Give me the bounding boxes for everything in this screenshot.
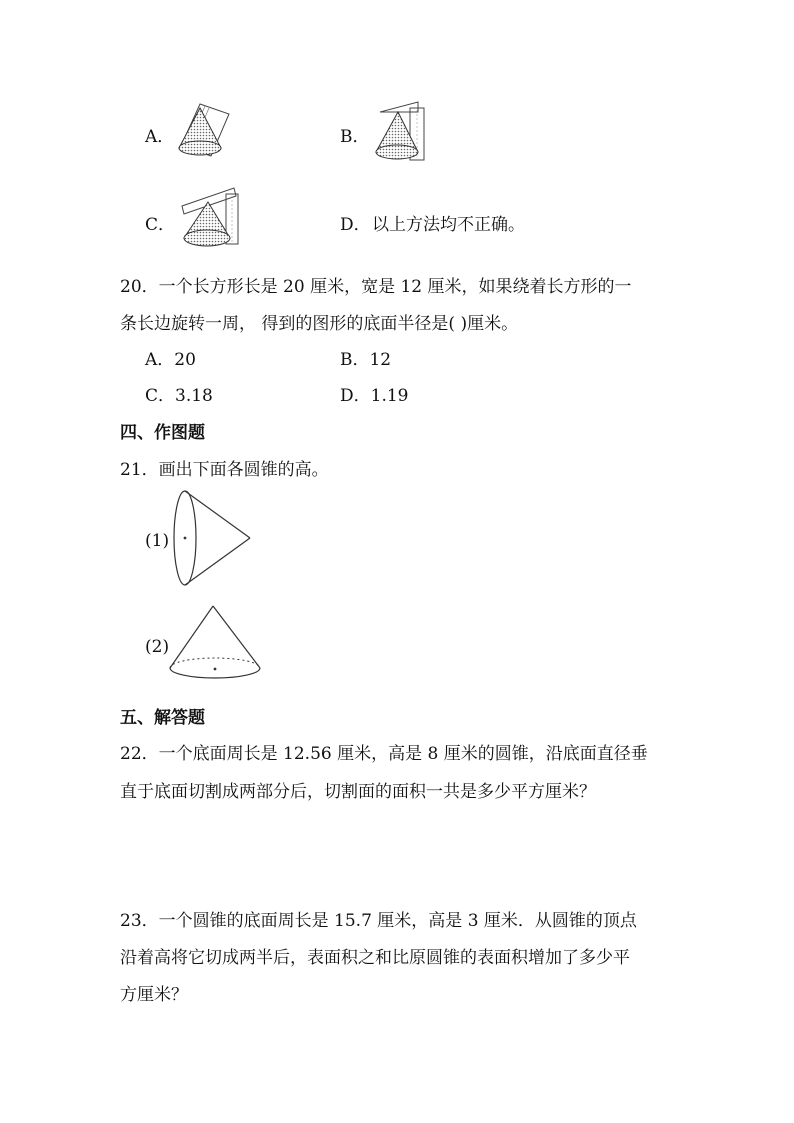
- cone-figure-2: [165, 603, 265, 683]
- cone-2-label: (2): [145, 637, 170, 657]
- q23-line3: 方厘米？: [120, 985, 188, 1005]
- option-b-label: B．: [340, 127, 370, 147]
- cone-ruler-figure-b: [370, 100, 432, 162]
- q21-text: 21．画出下面各圆锥的高。: [120, 460, 329, 480]
- section-title-solve: 五、解答题: [120, 708, 205, 728]
- q20-line2: 条长边旋转一周， 得到的图形的底面半径是( )厘米。: [120, 314, 519, 334]
- q23-line1: 23．一个圆锥的底面周长是 15.7 厘米，高是 3 厘米．从圆锥的顶点: [120, 911, 637, 931]
- q22-line2: 直于底面切割成两部分后，切割面的面积一共是多少平方厘米？: [120, 782, 596, 802]
- option-c-label: C．: [145, 215, 176, 235]
- cone-1-label: (1): [145, 531, 170, 551]
- q20-option-c: C．3.18: [145, 386, 213, 406]
- q23-line2: 沿着高将它切成两半后，表面积之和比原圆锥的表面积增加了多少平: [120, 948, 630, 968]
- option-d-label: D．: [340, 215, 371, 235]
- option-a-label: A．: [145, 127, 175, 147]
- cone-ruler-figure-c: [178, 180, 244, 250]
- cone-figure-1: [170, 488, 254, 588]
- q20-line1: 20．一个长方形长是 20 厘米，宽是 12 厘米，如果绕着长方形的一: [120, 277, 632, 297]
- cone-ruler-figure-a: [175, 98, 235, 160]
- q20-option-d: D．1.19: [340, 386, 409, 406]
- section-title-drawing: 四、作图题: [120, 423, 205, 443]
- q22-line1: 22．一个底面周长是 12.56 厘米，高是 8 厘米的圆锥，沿底面直径垂: [120, 744, 648, 764]
- option-d-text: 以上方法均不正确。: [372, 215, 525, 235]
- q20-option-b: B．12: [340, 350, 392, 370]
- q20-option-a: A．20: [145, 350, 196, 370]
